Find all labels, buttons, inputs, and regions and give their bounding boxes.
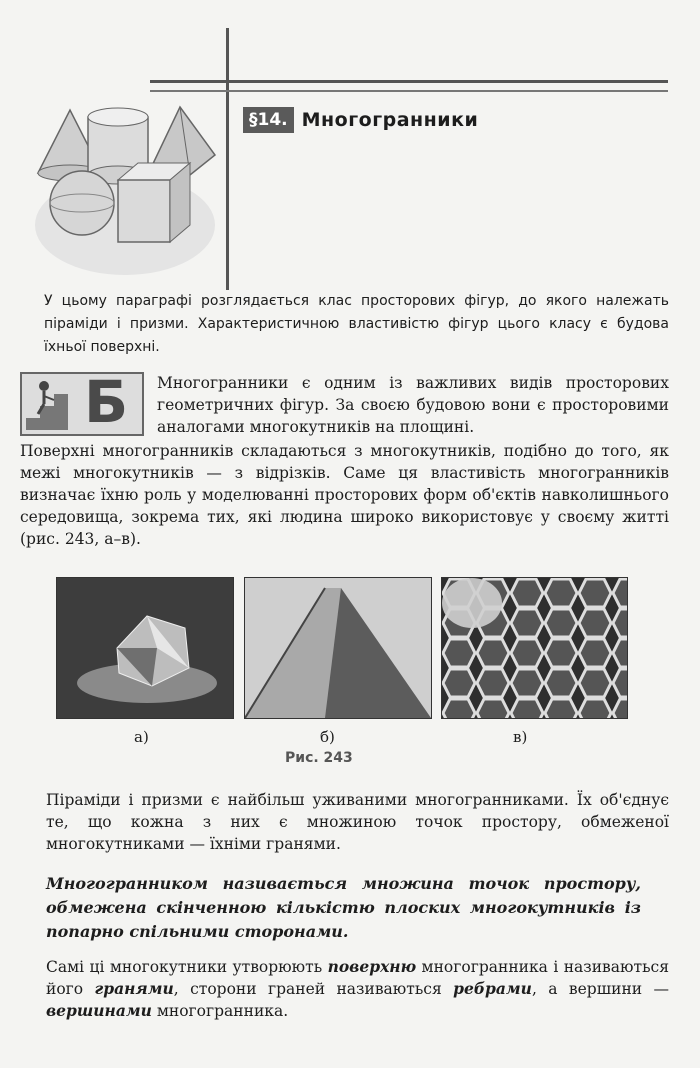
badge-letter: Б bbox=[84, 368, 129, 436]
sphere bbox=[50, 171, 114, 235]
cylinder-top bbox=[88, 108, 148, 126]
header-rule bbox=[150, 80, 668, 83]
term-faces: гранями bbox=[94, 979, 174, 998]
figure-label: Рис. 243 bbox=[285, 750, 353, 766]
paragraph-3 bbox=[46, 956, 669, 1022]
intro-paragraph: У цьому параграфі розглядається клас просторових фігур, до якого належать піраміди і призми. Характеристичною властивістю фігур цього класу є будова їхньої поверхні. bbox=[44, 293, 669, 355]
section-heading bbox=[243, 107, 478, 133]
para3-text-5: многогранника. bbox=[151, 1002, 289, 1020]
definition: Многогранником називається множина точок простору, обмежена скінченною кількістю плоских многокутників із попарно спільними сторонами. bbox=[46, 874, 641, 941]
term-edges: ребрами bbox=[453, 979, 532, 998]
caption-c: в) bbox=[513, 728, 528, 746]
geometric-solids-illustration bbox=[30, 95, 220, 280]
header-rule-secondary bbox=[150, 90, 668, 92]
photo-skyscraper bbox=[244, 577, 432, 719]
para3-text-4: , а вершини — bbox=[531, 980, 669, 998]
level-badge bbox=[20, 368, 144, 436]
paragraph-2: Піраміди і призми є найбільш уживаними многогранниками. Їх об'єднує те, що кожна з них є множиною точок простору, обмеженої многокутниками — їхніми гранями. bbox=[46, 791, 669, 853]
section-number: §14. bbox=[243, 107, 294, 133]
caption-a: а) bbox=[134, 728, 149, 746]
para3-text-1: Самі ці многокутники утворюють bbox=[46, 958, 328, 976]
term-vertices: вершинами bbox=[46, 1001, 152, 1020]
paragraph-1-part-2: Поверхні многогранників складаються з многокутників, подібно до того, як межі многокутників — з відрізків. Саме ця властивість многогранників визначає їхню роль у моделюванні просторових форм об'єктів навколишнього середовища, зокрема тих, які людина широко використовує у своєму житті (рис. 243, а–в). bbox=[20, 442, 669, 548]
photo-honeycomb bbox=[441, 577, 628, 719]
section-title: Многогранники bbox=[301, 109, 479, 131]
term-surface: поверхню bbox=[327, 957, 417, 976]
paragraph-1-part-1: Многогранники є одним із важливих видів просторових геометричних фігур. За своєю будовою вони є просторовими аналогами многокутників на площині. bbox=[157, 374, 669, 436]
caption-b: б) bbox=[320, 728, 335, 746]
vertical-rule bbox=[226, 28, 229, 290]
para3-text-3: , сторони граней називаються bbox=[173, 980, 454, 998]
para3-text-2: многогранника і називаються його bbox=[46, 958, 669, 998]
cube-front bbox=[118, 180, 170, 242]
photo-crystal bbox=[56, 577, 234, 719]
